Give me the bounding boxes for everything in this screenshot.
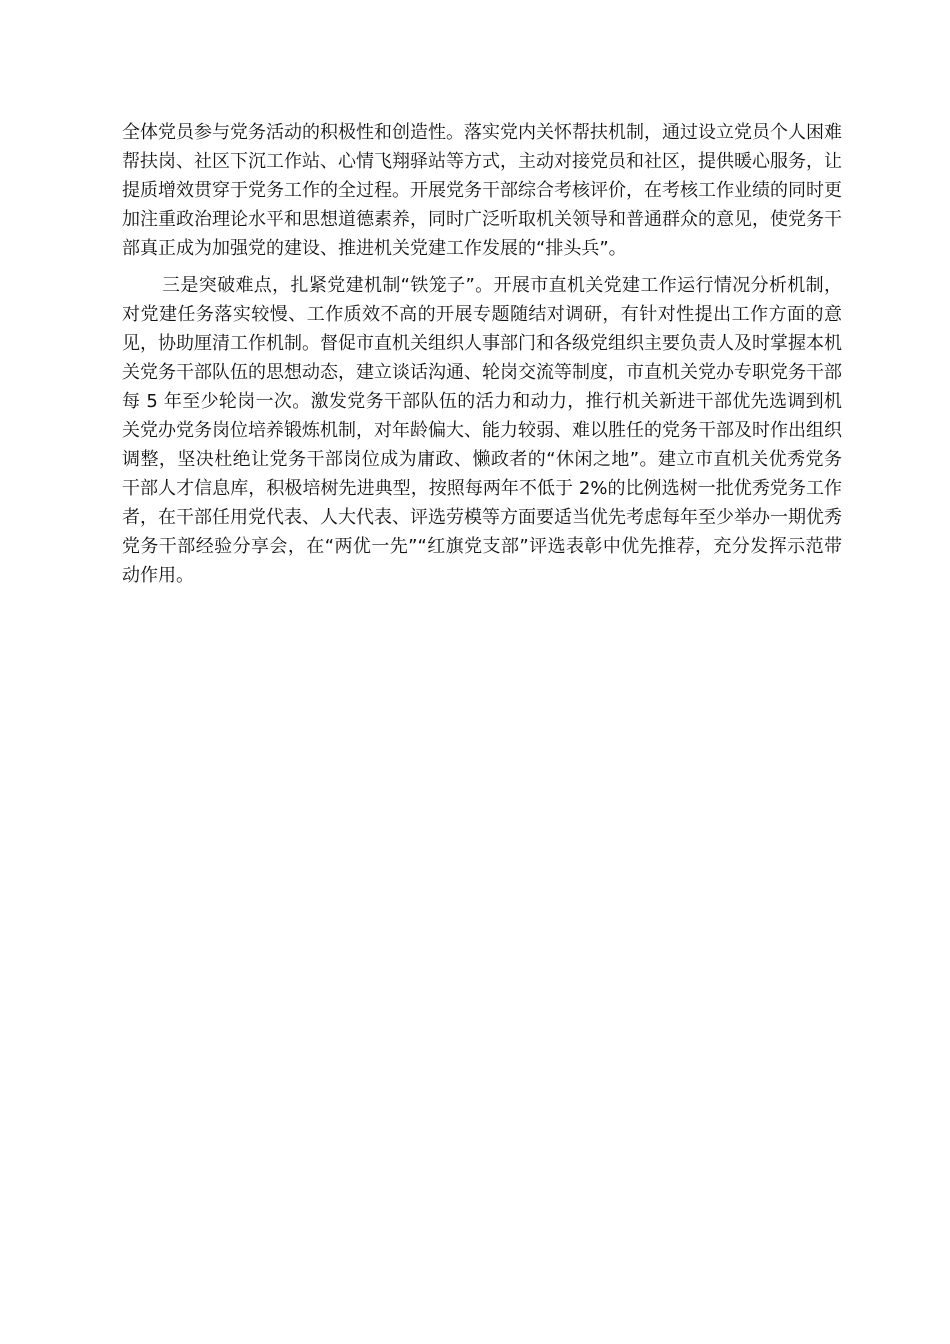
paragraph-2-text: 开展市直机关党建工作运行情况分析机制，对党建任务落实较慢、工作质效不高的开展专题随结对调研，有针对性提出工作方面的意见，协助厘清工作机制。督促市直机关组织人事部门和各级党组织主要负责人及时掌握本机关党务干部队伍的思想动态，建立谈话沟通、轮岗交流等制度，市直机关党办专职党务干部每 5 年至少轮岗一次。激发党务干部队伍的活力和动力，推行机关新进干部优先选调到机关党办党务岗位培养锻炼机制，对年龄偏大、能力较弱、难以胜任的党务干部及时作出组织调整，坚决杜绝让党务干部岗位成为庸政、懒政者的“休闲之地”。建立市直机关优秀党务干部人才信息库，积极培树先进典型，按照每两年不低于 2%的比例选树一批优秀党务工作者，在干部任用党代表、人大代表、评选劳模等方面要适当优先考虑每年至少举办一期优秀党务干部经验分享会，在“两优一先”“红旗党支部”评选表彰中优先推荐，充分发挥示范带动作用。 — [122, 275, 843, 586]
document-body — [122, 118, 842, 590]
paragraph-1 — [122, 118, 842, 263]
paragraph-1-text: 全体党员参与党务活动的积极性和创造性。落实党内关怀帮扶机制，通过设立党员个人困难帮扶岗、社区下沉工作站、心情飞翔驿站等方式，主动对接党员和社区，提供暖心服务，让提质增效贯穿于党务工作的全过程。开展党务干部综合考核评价，在考核工作业绩的同时更加注重政治理论水平和思想道德素养，同时广泛听取机关领导和普通群众的意见，使党务干部真正成为加强党的建设、推进机关党建工作发展的“排头兵”。 — [122, 122, 842, 259]
paragraph-2 — [122, 271, 842, 590]
paragraph-2-lead: 三是突破难点，扎紧党建机制“铁笼子”。 — [162, 275, 494, 296]
